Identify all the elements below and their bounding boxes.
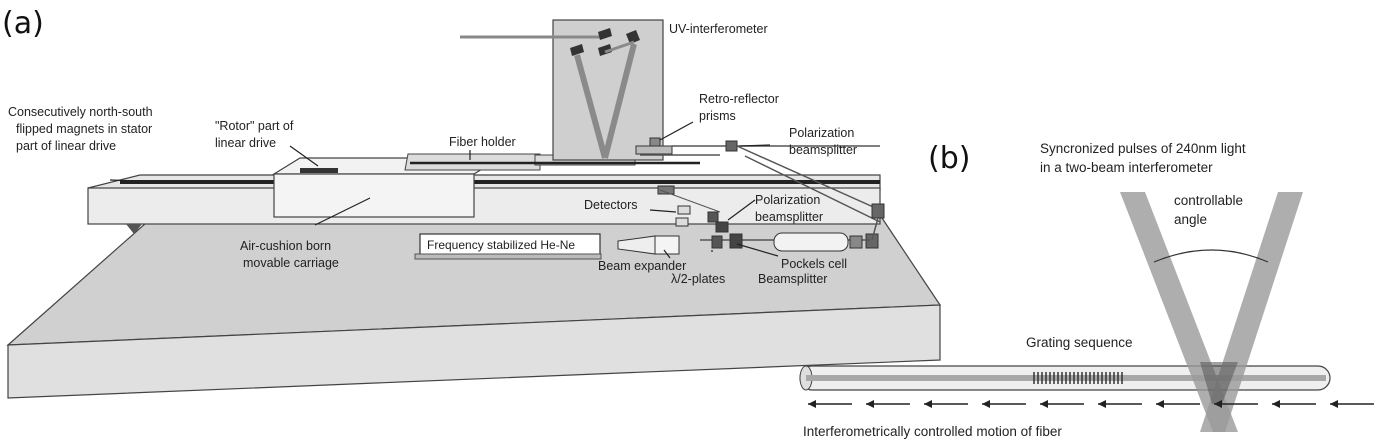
label-detectors: Detectors <box>584 198 638 212</box>
label-grating-sequence: Grating sequence <box>1026 335 1133 350</box>
label-rotor-1: "Rotor" part of <box>215 119 294 133</box>
label-hene: Frequency stabilized He-Ne <box>427 238 576 252</box>
label-angle-1: controllable <box>1174 193 1244 208</box>
label-half-wave: λ/2-plates <box>671 272 726 286</box>
label-pol-bs2-1: Polarization <box>755 193 821 207</box>
uv-beams <box>1120 192 1303 432</box>
label-magnets-3: part of linear drive <box>16 139 117 153</box>
label-rotor-2: linear drive <box>215 136 277 150</box>
label-pol-bs1-2: beamsplitter <box>789 143 858 157</box>
motion-arrows <box>808 400 1374 408</box>
label-pol-bs1-1: Polarization <box>789 126 855 140</box>
fiber <box>800 366 1330 390</box>
label-retro-2: prisms <box>699 109 736 123</box>
label-pulses-1: Syncronized pulses of 240nm light <box>1040 141 1246 156</box>
label-air-cushion-2: movable carriage <box>243 256 339 270</box>
label-uv-interferometer: UV-interferometer <box>669 22 768 36</box>
label-beam-expander: Beam expander <box>598 259 687 273</box>
panel-a <box>2 6 940 398</box>
label-pulses-2: in a two-beam interferometer <box>1040 160 1213 175</box>
panel-a-tag: (a) <box>2 6 44 41</box>
label-pockels: Pockels cell <box>781 257 847 271</box>
label-fiber-holder: Fiber holder <box>449 135 516 149</box>
label-retro-1: Retro-reflector <box>699 92 779 106</box>
label-pol-bs2-2: beamsplitter <box>755 210 824 224</box>
label-fiber-motion: Interferometrically controlled motion of fiber <box>803 424 1062 439</box>
label-angle-2: angle <box>1174 212 1208 227</box>
panel-b-tag: (b) <box>928 141 971 176</box>
label-magnets-2: flipped magnets in stator <box>16 122 153 136</box>
label-magnets-1: Consecutively north-south <box>8 105 153 119</box>
label-beamsplitter: Beamsplitter <box>758 272 828 286</box>
label-air-cushion-1: Air-cushion born <box>240 239 332 253</box>
